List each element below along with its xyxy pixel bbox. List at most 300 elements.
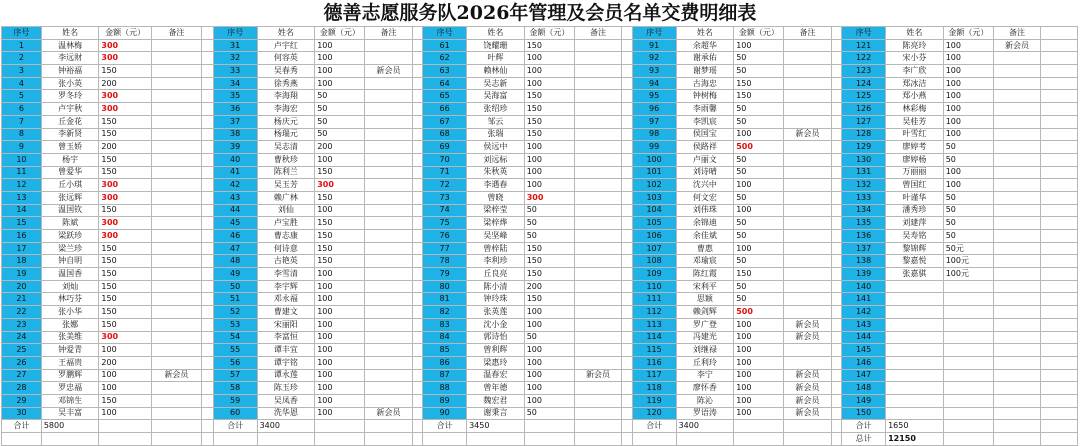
fee-amount[interactable]: 300 [99,52,151,65]
remark[interactable] [365,90,412,103]
row-number[interactable]: 85 [423,344,467,357]
row-number[interactable]: 78 [423,255,467,268]
member-name[interactable]: 钟树梅 [676,90,734,103]
fee-amount[interactable]: 100 [315,407,365,420]
row-number[interactable]: 29 [2,394,42,407]
row-number[interactable]: 149 [842,394,886,407]
row-number[interactable]: 120 [632,407,676,420]
row-number[interactable]: 44 [213,204,257,217]
member-name[interactable]: 梁梓烨 [467,217,525,230]
member-name[interactable]: 杨庆元 [257,115,315,128]
member-name[interactable]: 吴海富 [467,90,525,103]
fee-amount[interactable]: 150 [99,318,151,331]
fee-amount[interactable]: 50 [524,331,574,344]
member-name[interactable]: 王福贵 [41,356,99,369]
row-number[interactable]: 22 [2,306,42,319]
fee-amount[interactable]: 50 [524,230,574,243]
remark[interactable] [365,39,412,52]
member-name[interactable]: 李雨馨 [676,103,734,116]
total-amount[interactable]: 3450 [467,420,525,433]
fee-amount[interactable]: 150 [524,128,574,141]
row-number[interactable]: 33 [213,65,257,78]
fee-amount[interactable]: 150 [734,77,784,90]
member-name[interactable]: 杨宇 [41,153,99,166]
row-number[interactable]: 84 [423,331,467,344]
remark[interactable] [574,115,621,128]
member-name[interactable] [886,331,944,344]
remark[interactable] [993,103,1040,116]
remark[interactable] [574,242,621,255]
fee-amount[interactable] [943,382,993,395]
member-name[interactable]: 李富恒 [257,331,315,344]
member-name[interactable]: 古海忠 [676,77,734,90]
member-name[interactable]: 曾爱华 [41,166,99,179]
remark[interactable] [151,204,201,217]
fee-amount[interactable]: 100 [734,369,784,382]
fee-amount[interactable]: 100 [943,77,993,90]
fee-amount[interactable]: 300 [99,103,151,116]
fee-amount[interactable]: 300 [99,179,151,192]
remark[interactable]: 新会员 [784,369,831,382]
member-name[interactable]: 温国香 [41,268,99,281]
fee-amount[interactable]: 100 [943,166,993,179]
fee-amount[interactable]: 100 [734,242,784,255]
row-number[interactable]: 25 [2,344,42,357]
remark[interactable] [365,191,412,204]
member-name[interactable]: 李广欣 [886,65,944,78]
member-name[interactable]: 李利珍 [467,255,525,268]
member-name[interactable]: 李遇春 [467,179,525,192]
remark[interactable] [993,128,1040,141]
fee-amount[interactable] [943,394,993,407]
member-name[interactable]: 余佳斌 [676,230,734,243]
remark[interactable] [574,382,621,395]
remark[interactable] [365,255,412,268]
remark[interactable] [365,52,412,65]
member-name[interactable]: 廖怀香 [676,382,734,395]
total-amount[interactable]: 3400 [676,420,734,433]
fee-amount[interactable]: 150 [99,153,151,166]
row-number[interactable]: 112 [632,306,676,319]
row-number[interactable]: 121 [842,39,886,52]
member-name[interactable]: 丘良亮 [467,268,525,281]
member-name[interactable]: 曾利辉 [467,344,525,357]
member-name[interactable]: 张嘉骐 [886,268,944,281]
row-number[interactable]: 86 [423,356,467,369]
remark[interactable] [365,369,412,382]
fee-amount[interactable]: 100 [315,153,365,166]
remark[interactable] [365,344,412,357]
remark[interactable] [574,141,621,154]
member-name[interactable]: 刘诗晴 [676,166,734,179]
fee-amount[interactable]: 150 [99,115,151,128]
fee-amount[interactable]: 100 [315,52,365,65]
remark[interactable] [151,141,201,154]
member-name[interactable]: 曹志康 [257,230,315,243]
row-number[interactable]: 7 [2,115,42,128]
row-number[interactable]: 72 [423,179,467,192]
fee-amount[interactable]: 100 [943,90,993,103]
row-number[interactable]: 71 [423,166,467,179]
fee-amount[interactable]: 100 [524,356,574,369]
remark[interactable] [365,242,412,255]
row-number[interactable]: 143 [842,318,886,331]
remark[interactable] [151,217,201,230]
remark[interactable] [574,65,621,78]
member-name[interactable]: 杨瑞元 [257,128,315,141]
member-name[interactable]: 钟自明 [41,255,99,268]
remark[interactable] [574,344,621,357]
row-number[interactable]: 111 [632,293,676,306]
fee-amount[interactable]: 50 [734,255,784,268]
row-number[interactable]: 114 [632,331,676,344]
row-number[interactable]: 113 [632,318,676,331]
remark[interactable] [784,306,831,319]
remark[interactable] [784,280,831,293]
fee-amount[interactable]: 150 [99,65,151,78]
row-number[interactable]: 4 [2,77,42,90]
row-number[interactable]: 95 [632,90,676,103]
fee-amount[interactable] [943,344,993,357]
member-name[interactable]: 饶耀珊 [467,39,525,52]
fee-amount[interactable]: 100 [524,318,574,331]
remark[interactable] [993,179,1040,192]
member-name[interactable]: 李远财 [41,52,99,65]
member-name[interactable]: 侯国宝 [676,128,734,141]
row-number[interactable]: 139 [842,268,886,281]
fee-amount[interactable]: 150 [315,230,365,243]
member-name[interactable]: 曾梓陆 [467,242,525,255]
row-number[interactable]: 106 [632,230,676,243]
remark[interactable] [574,217,621,230]
row-number[interactable]: 47 [213,242,257,255]
fee-amount[interactable]: 50 [734,166,784,179]
member-name[interactable]: 吴春秀 [257,65,315,78]
fee-amount[interactable]: 150 [99,306,151,319]
row-number[interactable]: 130 [842,153,886,166]
member-name[interactable]: 刘继禄 [676,344,734,357]
remark[interactable] [365,115,412,128]
remark[interactable] [574,230,621,243]
remark[interactable] [993,369,1040,382]
fee-amount[interactable]: 100 [734,204,784,217]
fee-amount[interactable]: 50 [943,230,993,243]
row-number[interactable]: 141 [842,293,886,306]
row-number[interactable]: 103 [632,191,676,204]
row-number[interactable]: 38 [213,128,257,141]
row-number[interactable]: 109 [632,268,676,281]
remark[interactable] [993,77,1040,90]
remark[interactable] [574,268,621,281]
member-name[interactable]: 罗忠福 [41,382,99,395]
member-name[interactable]: 廖婷杨 [886,153,944,166]
row-number[interactable]: 135 [842,217,886,230]
member-name[interactable]: 卢宇秋 [41,103,99,116]
row-number[interactable]: 63 [423,65,467,78]
member-name[interactable]: 黎嘉悦 [886,255,944,268]
fee-amount[interactable]: 150 [524,255,574,268]
fee-amount[interactable]: 50 [315,115,365,128]
remark[interactable] [993,280,1040,293]
row-number[interactable]: 56 [213,356,257,369]
row-number[interactable]: 73 [423,191,467,204]
remark[interactable] [993,382,1040,395]
fee-amount[interactable]: 100元 [943,268,993,281]
member-name[interactable]: 吴坚峰 [467,230,525,243]
row-number[interactable]: 119 [632,394,676,407]
member-name[interactable]: 潘秀珍 [886,204,944,217]
fee-amount[interactable]: 100 [524,369,574,382]
remark[interactable] [784,217,831,230]
fee-amount[interactable]: 100 [524,394,574,407]
remark[interactable] [574,280,621,293]
fee-amount[interactable]: 300 [99,230,151,243]
member-name[interactable]: 曾晓 [467,191,525,204]
remark[interactable] [365,382,412,395]
member-name[interactable]: 李凯宸 [676,115,734,128]
row-number[interactable]: 140 [842,280,886,293]
member-name[interactable]: 刘建萍 [886,217,944,230]
row-number[interactable]: 125 [842,90,886,103]
row-number[interactable]: 51 [213,293,257,306]
remark[interactable] [574,293,621,306]
remark[interactable] [574,255,621,268]
row-number[interactable]: 124 [842,77,886,90]
member-name[interactable]: 罗冬玲 [41,90,99,103]
member-name[interactable]: 余锦迪 [676,217,734,230]
member-name[interactable]: 郑小燕 [886,90,944,103]
member-name[interactable]: 梁梓莹 [467,204,525,217]
fee-amount[interactable]: 200 [524,280,574,293]
remark[interactable]: 新会员 [784,318,831,331]
fee-amount[interactable]: 50 [315,90,365,103]
row-number[interactable]: 82 [423,306,467,319]
remark[interactable] [365,103,412,116]
row-number[interactable]: 91 [632,39,676,52]
member-name[interactable]: 沈兴中 [676,179,734,192]
member-name[interactable]: 张瑞 [467,128,525,141]
fee-amount[interactable]: 200 [315,141,365,154]
member-name[interactable]: 刘远标 [467,153,525,166]
member-name[interactable] [886,407,944,420]
remark[interactable] [365,230,412,243]
row-number[interactable]: 81 [423,293,467,306]
fee-amount[interactable]: 100 [99,344,151,357]
remark[interactable] [365,204,412,217]
fee-amount[interactable]: 100 [524,382,574,395]
fee-amount[interactable]: 150 [99,128,151,141]
member-name[interactable]: 吴志新 [467,77,525,90]
member-name[interactable]: 陈沁 [676,394,734,407]
member-name[interactable]: 罗广登 [676,318,734,331]
member-name[interactable]: 罗鹏辉 [41,369,99,382]
remark[interactable] [151,293,201,306]
fee-amount[interactable]: 100 [99,407,151,420]
remark[interactable] [151,52,201,65]
remark[interactable] [151,115,201,128]
remark[interactable] [574,356,621,369]
row-number[interactable]: 53 [213,318,257,331]
remark[interactable] [993,356,1040,369]
fee-amount[interactable]: 150 [315,255,365,268]
remark[interactable] [151,382,201,395]
fee-amount[interactable]: 100 [315,39,365,52]
member-name[interactable]: 何容英 [257,52,315,65]
fee-amount[interactable]: 100 [99,382,151,395]
row-number[interactable]: 1 [2,39,42,52]
remark[interactable] [151,166,201,179]
remark[interactable] [993,242,1040,255]
fee-amount[interactable]: 50元 [943,242,993,255]
member-name[interactable]: 侯路祥 [676,141,734,154]
member-name[interactable]: 赖林仙 [467,65,525,78]
total-amount[interactable]: 1650 [886,420,944,433]
remark[interactable] [151,242,201,255]
fee-amount[interactable] [943,407,993,420]
member-name[interactable]: 刘仙 [257,204,315,217]
remark[interactable] [365,293,412,306]
member-name[interactable]: 曾年德 [467,382,525,395]
remark[interactable] [784,356,831,369]
fee-amount[interactable]: 100 [524,166,574,179]
fee-amount[interactable]: 150 [99,394,151,407]
fee-amount[interactable]: 300 [99,191,151,204]
row-number[interactable]: 107 [632,242,676,255]
remark[interactable] [151,230,201,243]
member-name[interactable]: 何诗意 [257,242,315,255]
row-number[interactable]: 100 [632,153,676,166]
fee-amount[interactable]: 100 [734,179,784,192]
row-number[interactable]: 68 [423,128,467,141]
row-number[interactable]: 65 [423,90,467,103]
row-number[interactable]: 66 [423,103,467,116]
row-number[interactable]: 102 [632,179,676,192]
row-number[interactable]: 60 [213,407,257,420]
member-name[interactable] [886,369,944,382]
row-number[interactable]: 83 [423,318,467,331]
remark[interactable] [574,103,621,116]
remark[interactable]: 新会员 [365,407,412,420]
member-name[interactable]: 陈斌 [41,217,99,230]
row-number[interactable]: 18 [2,255,42,268]
remark[interactable] [574,128,621,141]
member-name[interactable]: 吴寿铭 [886,230,944,243]
remark[interactable] [574,191,621,204]
member-name[interactable]: 赖剑辉 [676,306,734,319]
row-number[interactable]: 3 [2,65,42,78]
row-number[interactable]: 8 [2,128,42,141]
remark[interactable] [365,77,412,90]
fee-amount[interactable]: 50 [943,153,993,166]
remark[interactable] [151,179,201,192]
member-name[interactable]: 李新贤 [41,128,99,141]
member-name[interactable]: 邓永福 [257,293,315,306]
member-name[interactable] [886,356,944,369]
fee-amount[interactable]: 50 [734,280,784,293]
fee-amount[interactable] [943,369,993,382]
row-number[interactable]: 27 [2,369,42,382]
fee-amount[interactable]: 100 [734,39,784,52]
member-name[interactable] [886,382,944,395]
member-name[interactable]: 叶谨华 [886,191,944,204]
row-number[interactable]: 34 [213,77,257,90]
member-name[interactable]: 谭永莲 [257,369,315,382]
member-name[interactable]: 何文宏 [676,191,734,204]
row-number[interactable]: 115 [632,344,676,357]
row-number[interactable]: 99 [632,141,676,154]
row-number[interactable]: 39 [213,141,257,154]
row-number[interactable]: 52 [213,306,257,319]
fee-amount[interactable]: 100 [524,153,574,166]
remark[interactable] [574,153,621,166]
member-name[interactable]: 李海宏 [257,103,315,116]
member-name[interactable]: 陈利兰 [257,166,315,179]
remark[interactable] [993,153,1040,166]
remark[interactable]: 新会员 [784,331,831,344]
remark[interactable] [784,179,831,192]
remark[interactable] [365,318,412,331]
row-number[interactable]: 76 [423,230,467,243]
fee-amount[interactable]: 100 [315,331,365,344]
member-name[interactable]: 廖婷考 [886,141,944,154]
member-name[interactable]: 李宇辉 [257,280,315,293]
remark[interactable] [151,128,201,141]
row-number[interactable]: 80 [423,280,467,293]
remark[interactable] [365,268,412,281]
fee-amount[interactable]: 100 [524,52,574,65]
row-number[interactable]: 92 [632,52,676,65]
row-number[interactable]: 122 [842,52,886,65]
fee-amount[interactable]: 150 [524,293,574,306]
fee-amount[interactable]: 150 [99,280,151,293]
fee-amount[interactable]: 100 [524,344,574,357]
fee-amount[interactable]: 150 [734,90,784,103]
fee-amount[interactable]: 100 [943,65,993,78]
remark[interactable] [993,230,1040,243]
remark[interactable] [574,179,621,192]
remark[interactable] [784,204,831,217]
row-number[interactable]: 137 [842,242,886,255]
remark[interactable] [993,90,1040,103]
fee-amount[interactable]: 150 [315,217,365,230]
grand-total-amount[interactable]: 12150 [886,433,944,446]
fee-amount[interactable]: 50 [943,191,993,204]
fee-amount[interactable]: 100 [315,356,365,369]
member-name[interactable] [886,318,944,331]
member-name[interactable]: 梁兰珍 [41,242,99,255]
total-amount[interactable]: 5800 [41,420,99,433]
row-number[interactable]: 108 [632,255,676,268]
member-name[interactable]: 宋小芬 [886,52,944,65]
remark[interactable] [784,242,831,255]
row-number[interactable]: 42 [213,179,257,192]
remark[interactable] [993,293,1040,306]
fee-amount[interactable]: 150 [99,166,151,179]
row-number[interactable]: 116 [632,356,676,369]
fee-amount[interactable]: 150 [315,242,365,255]
fee-amount[interactable]: 100 [734,128,784,141]
row-number[interactable]: 89 [423,394,467,407]
member-name[interactable]: 张娜 [41,318,99,331]
member-name[interactable]: 叶辉 [467,52,525,65]
fee-amount[interactable]: 100 [315,382,365,395]
fee-amount[interactable]: 150 [99,255,151,268]
fee-amount[interactable]: 100 [99,369,151,382]
fee-amount[interactable]: 100 [734,318,784,331]
member-name[interactable]: 宋丽阳 [257,318,315,331]
fee-amount[interactable]: 100 [315,369,365,382]
fee-amount[interactable]: 150 [315,166,365,179]
